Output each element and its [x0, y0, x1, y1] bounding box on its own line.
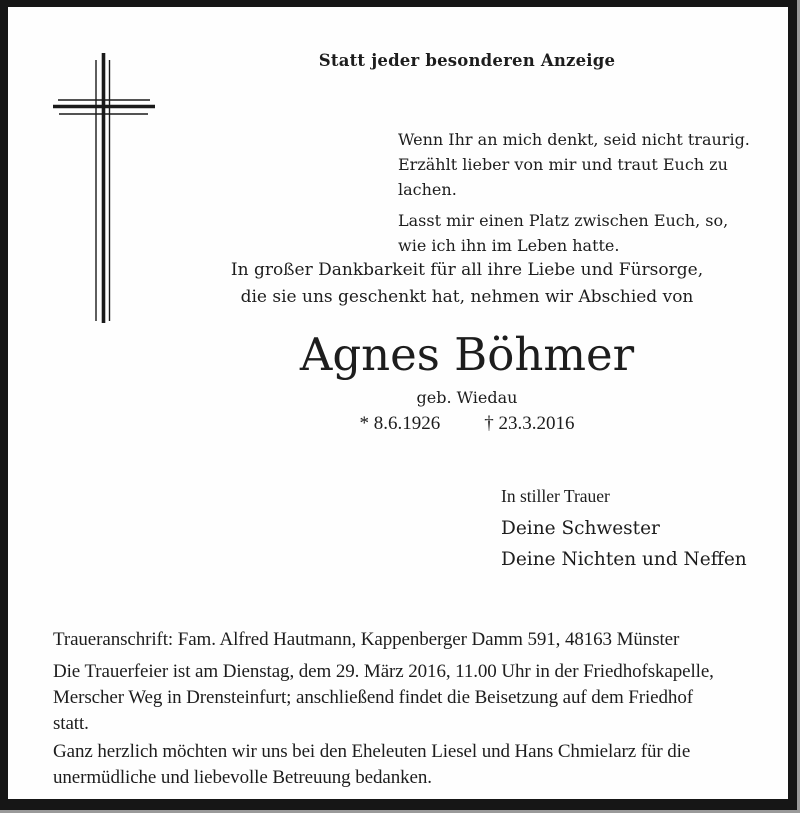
death-date: † 23.3.2016	[484, 413, 575, 434]
funeral-details	[53, 659, 714, 737]
mourner-name: Deine Schwester	[501, 518, 660, 539]
funeral-line: Merscher Weg in Drensteinfurt; anschließend findet die Beisetzung auf dem Friedhof	[53, 687, 693, 708]
verse-line: Erzählt lieber von mir und traut Euch zu lachen.	[398, 155, 728, 199]
deceased-name: Agnes Böhmer	[299, 328, 635, 381]
acknowledgement-text	[53, 739, 690, 791]
obituary-notice	[8, 7, 788, 799]
memorial-verse	[398, 127, 788, 258]
birth-date: * 8.6.1926	[359, 413, 441, 434]
acknowledgement-line: Ganz herzlich möchten wir uns bei den Eheleuten Liesel und Hans Chmielarz für die	[53, 741, 691, 762]
mourning-address: Traueranschrift: Fam. Alfred Hautmann, Kappenberger Damm 591, 48163 Münster	[53, 629, 680, 650]
verse-line: Wenn Ihr an mich denkt, seid nicht traurig.	[398, 130, 750, 149]
dedication-line: die sie uns geschenkt hat, nehmen wir Abschied von	[240, 287, 694, 307]
verse-line: Lasst mir einen Platz zwischen Euch, so,	[398, 211, 729, 230]
mourning-intro: In stiller Trauer	[501, 486, 610, 506]
verse-line: wie ich ihn im Leben hatte.	[398, 236, 620, 255]
dedication-line: In großer Dankbarkeit für all ihre Liebe und Fürsorge,	[230, 260, 704, 280]
funeral-line: Die Trauerfeier ist am Dienstag, dem 29. März 2016, 11.00 Uhr in der Friedhofskapelle,	[53, 661, 714, 682]
life-dates	[143, 413, 791, 435]
mourner-name: Deine Nichten und Neffen	[501, 549, 747, 570]
acknowledgement-line: unermüdliche und liebevolle Betreuung bedanken.	[53, 767, 432, 788]
dedication-text	[143, 257, 791, 311]
notice-header: Statt jeder besonderen Anzeige	[318, 51, 616, 70]
maiden-name: geb. Wiedau	[416, 388, 518, 407]
funeral-line: statt.	[53, 713, 89, 734]
